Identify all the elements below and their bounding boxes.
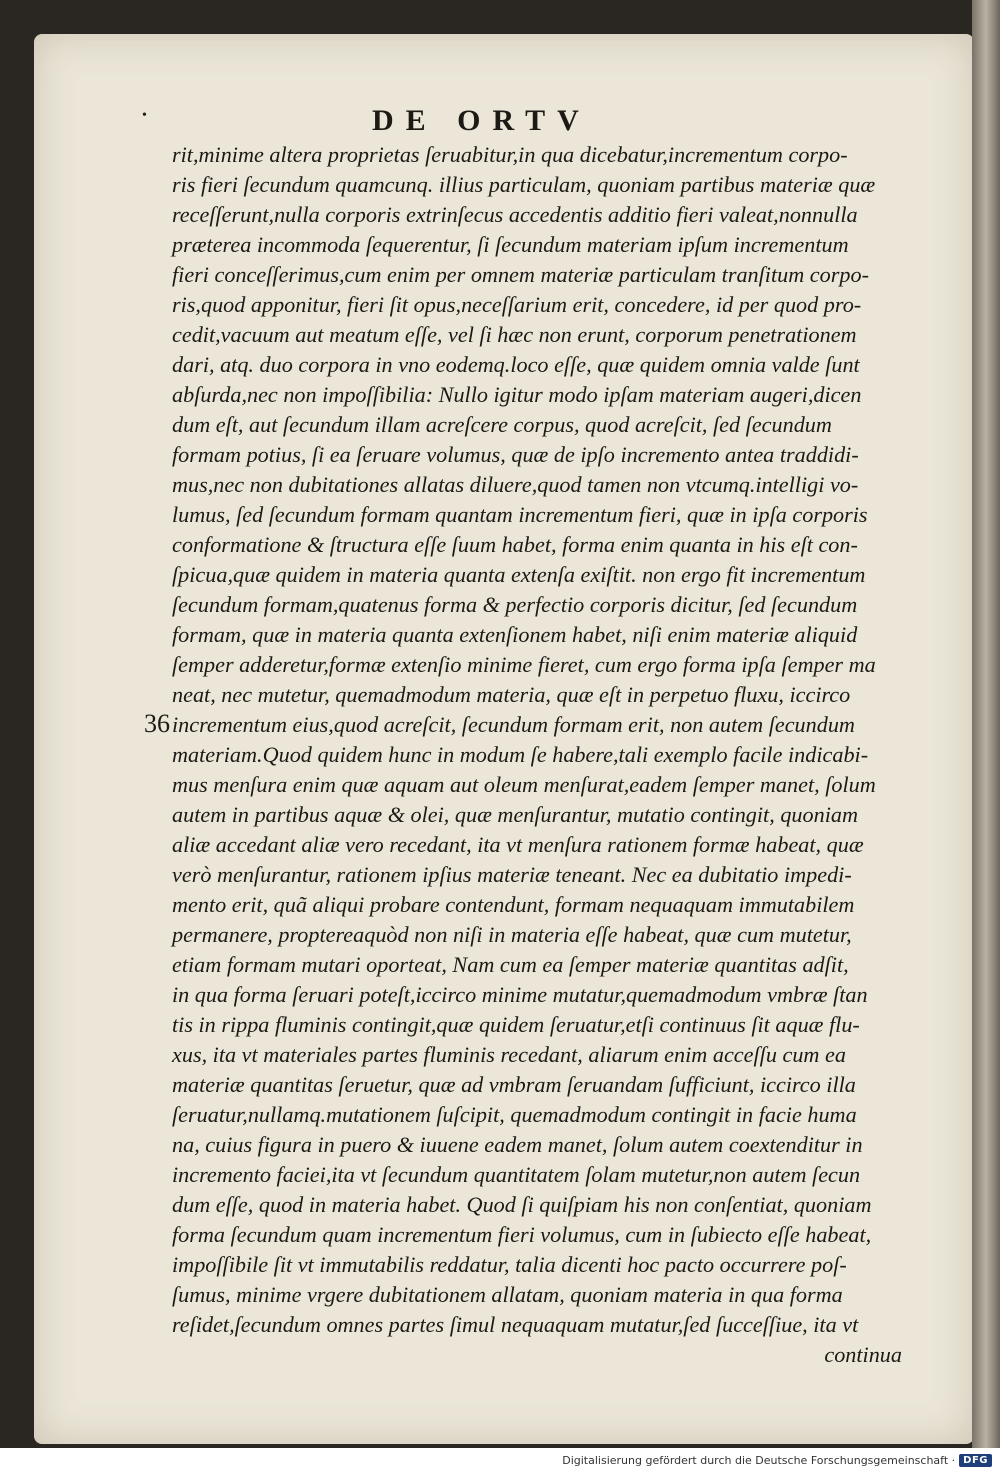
- text-line: abſurda,nec non impoſſibilia: Nullo igitur modo ipſam materiam augeri,dicen: [172, 382, 862, 407]
- running-head: DE ORTV: [372, 104, 591, 137]
- text-line: in qua forma ſeruari poteſt,iccirco minime mutatur,quemadmodum vmbræ ſtan: [172, 982, 868, 1007]
- text-line: dum eſſe, quod in materia habet. Quod ſi quiſpiam his non conſentiat, quoniam: [172, 1192, 872, 1217]
- text-line: materiæ quantitas ſeruetur, quæ ad vmbram ſeruandam ſufficiunt, iccirco illa: [172, 1072, 856, 1097]
- book-edge: [972, 0, 1000, 1448]
- text-line: dum eſt, aut ſecundum illam acreſcere corpus, quod acreſcit, ſed ſecundum: [172, 412, 832, 437]
- text-line: ris,quod apponitur, fieri ſit opus,neceſſarium erit, concedere, id per quod pro-: [172, 292, 862, 317]
- text-line: neat, nec mutetur, quemadmodum materia, quæ eſt in perpetuo fluxu, iccirco: [172, 682, 851, 707]
- text-line: formam, quæ in materia quanta extenſionem habet, niſi enim materiæ aliquid: [172, 622, 858, 647]
- credit-text: Digitalisierung gefördert durch die Deutsche Forschungsgemeinschaft ·: [562, 1453, 956, 1467]
- text-line: etiam formam mutari oporteat, Nam cum ea ſemper materiæ quantitas adſit,: [172, 952, 849, 977]
- text-line: mus menſura enim quæ aquam aut oleum menſurat,eadem ſemper manet, ſolum: [172, 772, 876, 797]
- dfg-logo: DFG: [959, 1454, 992, 1467]
- text-line: dari, atq. duo corpora in vno eodemq.loco eſſe, quæ quidem omnia valde ſunt: [172, 352, 860, 377]
- text-line: fieri conceſſerimus,cum enim per omnem materiæ particulam tranſitum corpo-: [172, 262, 869, 287]
- text-line: ſpicua,quæ quidem in materia quanta extenſa exiſtit. non ergo fit incrementum: [172, 562, 866, 587]
- text-line: permanere, proptereaquòd non niſi in materia eſſe habeat, quæ cum mutetur,: [172, 922, 852, 947]
- margin-number: 36: [144, 709, 170, 738]
- digitization-credit: [562, 1450, 992, 1470]
- text-line: xus, ita vt materiales partes fluminis recedant, aliarum enim acceſſu cum ea: [172, 1042, 846, 1067]
- text-line: ſeruatur,nullamq.mutationem ſuſcipit, quemadmodum contingit in facie huma: [172, 1102, 857, 1127]
- text-line: mus,nec non dubitationes allatas diluere,quod tamen non vtcumq.intelligi vo-: [172, 472, 859, 497]
- text-line: materiam.Quod quidem hunc in modum ſe habere,tali exemplo facile indicabi-: [172, 742, 869, 767]
- text-line: formam potius, ſi ea ſeruare volumus, quæ de ipſo incremento antea traddidi-: [172, 442, 859, 467]
- text-line: forma ſecundum quam incrementum fieri volumus, cum in ſubiecto eſſe habeat,: [172, 1222, 872, 1247]
- text-line: aliæ accedant aliæ vero recedant, ita vt menſura rationem formæ habeat, quæ: [172, 832, 864, 857]
- text-line: ris fieri ſecundum quamcunq. illius particulam, quoniam partibus materiæ quæ: [172, 172, 876, 197]
- catchword: continua: [824, 1342, 902, 1367]
- text-line: ſemper adderetur,formæ extenſio minime fieret, cum ergo forma ipſa ſemper ma: [172, 652, 876, 677]
- text-line: impoſſibile ſit vt immutabilis reddatur, talia dicenti hoc pacto occurrere poſ-: [172, 1252, 847, 1277]
- text-line: verò menſurantur, rationem ipſius materiæ teneant. Nec ea dubitatio impedi-: [172, 862, 852, 887]
- text-line: ſumus, minime vrgere dubitationem allatam, quoniam materia in qua forma: [172, 1282, 843, 1307]
- text-line: na, cuius figura in puero & iuuene eadem manet, ſolum autem coextenditur in: [172, 1132, 863, 1157]
- text-line: incremento faciei,ita vt ſecundum quantitatem ſolam mutetur,non autem ſecun: [172, 1162, 861, 1187]
- text-line: reſidet,ſecundum omnes partes ſimul nequaquam mutatur,ſed ſucceſſiue, ita vt: [172, 1312, 859, 1337]
- body-text: [172, 140, 908, 1370]
- text-line: tis in rippa fluminis contingit,quæ quidem ſeruatur,etſi continuus ſit aquæ flu-: [172, 1012, 860, 1037]
- text-line: præterea incommoda ſequerentur, ſi ſecundum materiam ipſum incrementum: [172, 232, 849, 257]
- text-line: receſſerunt,nulla corporis extrinſecus accedentis additio fieri valeat,nonnulla: [172, 202, 858, 227]
- text-line: rit,minime altera proprietas ſeruabitur,in qua dicebatur,incrementum corpo-: [172, 142, 848, 167]
- text-line: autem in partibus aquæ & olei, quæ menſurantur, mutatio contingit, quoniam: [172, 802, 858, 827]
- text-line: ſecundum formam,quatenus forma & perfectio corporis dicitur, ſed ſecundum: [172, 592, 858, 617]
- text-line: cedit,vacuum aut meatum eſſe, vel ſi hæc non erunt, corporum penetrationem: [172, 322, 857, 347]
- text-line: mento erit, quã aliqui probare contendunt, formam nequaquam immutabilem: [172, 892, 855, 917]
- margin-mark: •: [142, 108, 147, 123]
- text-line: incrementum eius,quod acreſcit, ſecundum formam erit, non autem ſecundum: [172, 712, 855, 737]
- text-line: conformatione & ſtructura eſſe ſuum habet, forma enim quanta in his eſt con-: [172, 532, 858, 557]
- text-line: lumus, ſed ſecundum formam quantam incrementum fieri, quæ in ipſa corporis: [172, 502, 868, 527]
